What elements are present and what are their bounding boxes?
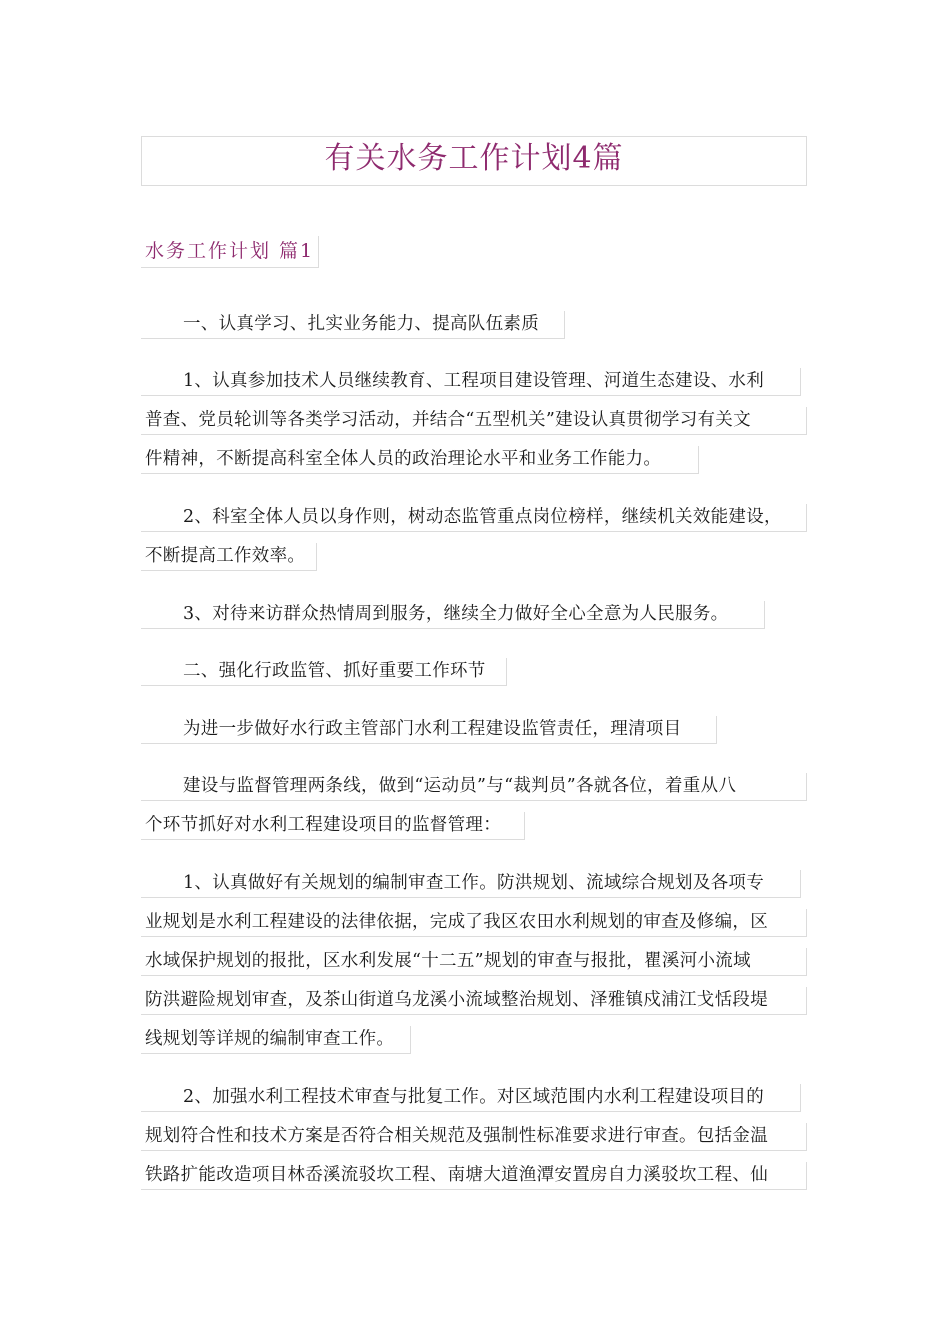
paragraph-line: 3、对待来访群众热情周到服务，继续全力做好全心全意为人民服务。 <box>141 601 765 629</box>
paragraph-line: 建设与监督管理两条线，做到“运动员”与“裁判员”各就各位，着重从八 <box>141 773 807 801</box>
paragraph-line: 不断提高工作效率。 <box>141 543 317 571</box>
paragraph-line: 业规划是水利工程建设的法律依据，完成了我区农田水利规划的审查及修编，区 <box>141 909 807 937</box>
paragraph-line: 铁路扩能改造项目林岙溪流驳坎工程、南塘大道渔潭安置房自力溪驳坎工程、仙 <box>141 1162 807 1190</box>
document-title: 有关水务工作计划4篇 <box>141 136 807 186</box>
paragraph-line: 水域保护规划的报批，区水利发展“十二五”规划的审查与报批，瞿溪河小流域 <box>141 948 807 976</box>
paragraph-line: 规划符合性和技术方案是否符合相关规范及强制性标准要求进行审查。包括金温 <box>141 1123 807 1151</box>
paragraph-line: 1、认真做好有关规划的编制审查工作。防洪规划、流域综合规划及各项专 <box>141 870 801 898</box>
paragraph-line: 为进一步做好水行政主管部门水利工程建设监管责任，理清项目 <box>141 716 717 744</box>
paragraph-line: 1、认真参加技术人员继续教育、工程项目建设管理、河道生态建设、水利 <box>141 368 801 396</box>
section-one-heading: 一、认真学习、扎实业务能力、提高队伍素质 <box>141 311 565 339</box>
paragraph-line: 线规划等详规的编制审查工作。 <box>141 1026 411 1054</box>
paragraph-line: 普查、党员轮训等各类学习活动，并结合“五型机关”建设认真贯彻学习有关文 <box>141 407 807 435</box>
paragraph-line: 2、科室全体人员以身作则，树动态监管重点岗位榜样，继续机关效能建设， <box>141 504 807 532</box>
paragraph-line: 2、加强水利工程技术审查与批复工作。对区域范围内水利工程建设项目的 <box>141 1084 801 1112</box>
paragraph-line: 件精神，不断提高科室全体人员的政治理论水平和业务工作能力。 <box>141 446 699 474</box>
section-heading: 水务工作计划 篇1 <box>141 236 319 268</box>
section-two-heading: 二、强化行政监管、抓好重要工作环节 <box>141 658 507 686</box>
paragraph-line: 个环节抓好对水利工程建设项目的监督管理： <box>141 812 525 840</box>
paragraph-line: 防洪避险规划审查，及茶山街道乌龙溪小流域整治规划、泽雅镇戍浦江戈恬段堤 <box>141 987 807 1015</box>
